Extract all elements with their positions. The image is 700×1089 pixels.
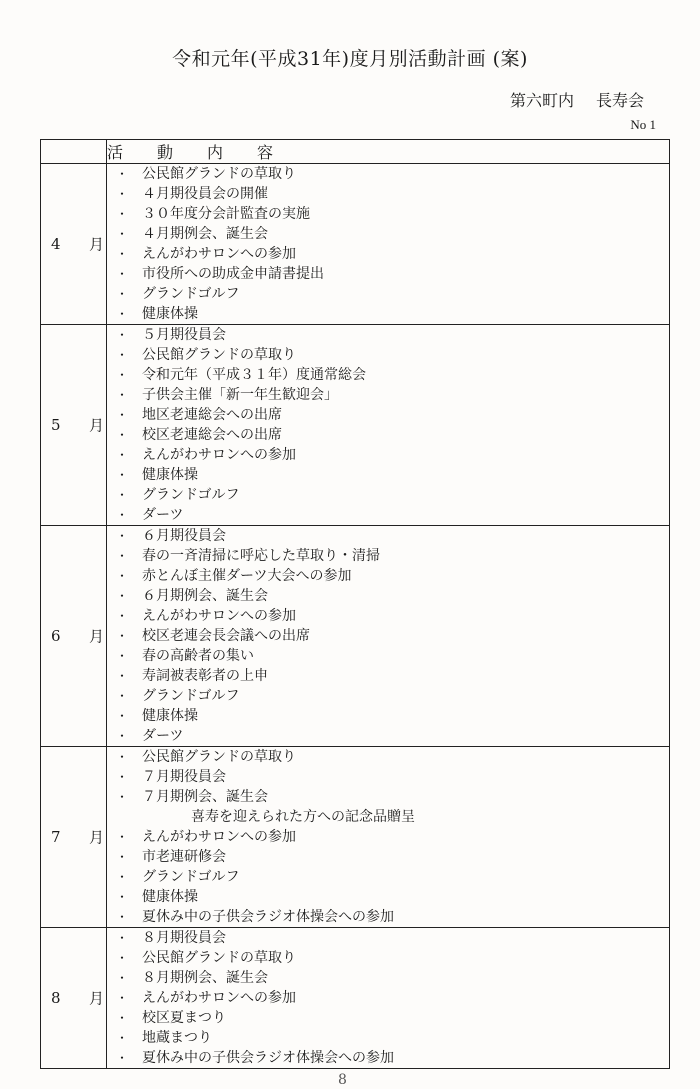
bullet-mark: ・ [116,227,129,241]
page-footer-mark: 8 [338,1072,347,1088]
header-month-cell [41,140,107,164]
activity-text: 公民館グランドの草取り [142,749,296,765]
bullet-mark: ・ [116,428,129,442]
bullet-mark: ・ [116,549,129,563]
activity-text: ８月期例会、誕生会 [142,970,268,986]
bullet-mark: ・ [116,207,129,221]
bullet-mark: ・ [116,890,129,904]
month-row [41,325,670,526]
bullet-mark: ・ [116,689,129,703]
activity-text: 校区老連会長会議への出席 [142,628,310,644]
activity-item [107,526,669,546]
activity-text: 校区夏まつり [142,1010,226,1026]
activity-text: 地区老連総会への出席 [142,407,282,423]
activity-item [107,1028,669,1048]
activity-item [107,465,669,485]
activity-plan-table [40,139,670,1069]
bullet-mark: ・ [116,790,129,804]
month-number: 5 [51,416,61,434]
activity-list-cell [107,526,670,747]
table-body [41,164,670,1069]
activity-item [107,164,669,184]
activity-item [107,224,669,244]
bullet-mark: ・ [116,368,129,382]
organization-district: 第六町内 [509,91,574,110]
activity-list [107,747,669,927]
activity-list-cell [107,164,670,325]
bullet-mark: ・ [116,1031,129,1045]
activity-item [107,726,669,746]
month-unit: 月 [88,235,104,254]
activity-text: グランドゴルフ [142,286,240,302]
activity-list [107,164,669,324]
bullet-mark: ・ [116,609,129,623]
activity-item [107,204,669,224]
bullet-mark: ・ [116,931,129,945]
header-char: 内 [207,143,224,162]
activity-item [107,586,669,606]
activity-item [107,405,669,425]
activity-list-cell [107,747,670,928]
bullet-mark: ・ [116,669,129,683]
activity-text: 公民館グランドの草取り [142,166,296,182]
bullet-mark: ・ [116,770,129,784]
bullet-mark: ・ [116,448,129,462]
activity-text: 令和元年（平成３１年）度通常総会 [142,367,366,383]
bullet-mark: ・ [116,709,129,723]
bullet-mark: ・ [116,910,129,924]
activity-text: 子供会主催「新一年生歓迎会」 [142,387,338,403]
activity-text: 地蔵まつり [142,1030,212,1046]
bullet-mark: ・ [116,850,129,864]
month-cell [41,164,107,325]
activity-text: 市老連研修会 [142,849,226,865]
bullet-mark: ・ [116,468,129,482]
activity-text: えんがわサロンへの参加 [142,608,296,624]
bullet-mark: ・ [116,529,129,543]
month-unit: 月 [88,627,104,646]
activity-item [107,385,669,405]
activity-item [107,948,669,968]
activity-item [107,425,669,445]
activity-text: 健康体操 [142,467,198,483]
month-unit: 月 [88,828,104,847]
activity-text: 赤とんぼ主催ダーツ大会への参加 [142,568,352,584]
activity-list-cell [107,325,670,526]
month-row [41,164,670,325]
activity-item [107,546,669,566]
bullet-mark: ・ [116,287,129,301]
header-char: 動 [157,143,174,162]
activity-item [107,244,669,264]
bullet-mark: ・ [116,649,129,663]
activity-text: 公民館グランドの草取り [142,950,296,966]
activity-item [107,1008,669,1028]
activity-text: 春の一斉清掃に呼応した草取り・清掃 [142,548,380,564]
bullet-mark: ・ [116,589,129,603]
activity-item [107,787,669,807]
activity-item [107,325,669,345]
activity-item [107,284,669,304]
bullet-mark: ・ [116,408,129,422]
activity-text: グランドゴルフ [142,688,240,704]
bullet-mark: ・ [116,328,129,342]
bullet-mark: ・ [116,629,129,643]
bullet-mark: ・ [116,1011,129,1025]
bullet-mark: ・ [116,870,129,884]
activity-text: ６月期例会、誕生会 [142,588,268,604]
activity-item [107,706,669,726]
activity-list-cell [107,928,670,1069]
bullet-mark: ・ [116,388,129,402]
activity-text: ６月期役員会 [142,528,226,544]
activity-text: えんがわサロンへの参加 [142,447,296,463]
activity-text: 健康体操 [142,708,198,724]
bullet-mark: ・ [116,750,129,764]
bullet-mark: ・ [116,488,129,502]
activity-item [107,606,669,626]
activity-item [107,867,669,887]
activity-text: 喜寿を迎えられた方への記念品贈呈 [191,809,415,825]
month-row [41,526,670,747]
activity-item [107,365,669,385]
activity-text: 市役所への助成金申請書提出 [142,266,324,282]
activity-text: ダーツ [142,507,184,523]
document-title: 令和元年(平成31年)度月別活動計画 (案) [172,48,528,70]
month-row [41,928,670,1069]
activity-text: 健康体操 [142,889,198,905]
month-unit: 月 [88,416,104,435]
activity-text: ３０年度分会計監査の実施 [142,206,310,222]
activity-item [107,887,669,907]
activity-text: ７月期例会、誕生会 [142,789,268,805]
activity-item [107,626,669,646]
month-number: 8 [51,989,61,1007]
activity-text: ８月期役員会 [142,930,226,946]
activity-item [107,646,669,666]
month-row [41,747,670,928]
month-number: 7 [51,828,61,846]
month-unit: 月 [88,989,104,1008]
bullet-mark: ・ [116,247,129,261]
activity-item [107,445,669,465]
activity-list [107,325,669,525]
activity-item [107,767,669,787]
bullet-mark: ・ [116,1051,129,1065]
activity-text: グランドゴルフ [142,869,240,885]
activity-item [107,968,669,988]
activity-item [107,686,669,706]
activity-text: ７月期役員会 [142,769,226,785]
month-cell [41,325,107,526]
activity-item [107,345,669,365]
activity-text: 春の高齢者の集い [142,648,254,664]
bullet-mark: ・ [116,307,129,321]
activity-text: えんがわサロンへの参加 [142,829,296,845]
bullet-mark: ・ [116,830,129,844]
bullet-mark: ・ [116,508,129,522]
month-cell [41,526,107,747]
header-char: 容 [257,143,274,162]
activity-text: 校区老連総会への出席 [142,427,282,443]
bullet-mark: ・ [116,167,129,181]
activity-item [107,847,669,867]
activity-text: えんがわサロンへの参加 [142,990,296,1006]
activity-item [107,928,669,948]
activity-item [107,566,669,586]
activity-item [107,505,669,525]
table-header-row [41,140,670,164]
bullet-mark: ・ [116,951,129,965]
activity-text: ４月期役員会の開催 [142,186,268,202]
activity-item [107,485,669,505]
activity-text: えんがわサロンへの参加 [142,246,296,262]
page-number: No 1 [630,117,656,132]
activity-item [107,1048,669,1068]
activity-item [107,666,669,686]
activity-text: 夏休み中の子供会ラジオ体操会への参加 [142,909,394,925]
month-number: 4 [51,235,61,253]
activity-text: 健康体操 [142,306,198,322]
organization [510,88,644,111]
activity-item [107,907,669,927]
activity-text: ４月期例会、誕生会 [142,226,268,242]
activity-item [107,264,669,284]
activity-text: グランドゴルフ [142,487,240,503]
bullet-mark: ・ [116,991,129,1005]
activity-list [107,928,669,1068]
month-cell [41,928,107,1069]
month-number: 6 [51,627,61,645]
header-char: 活 [107,143,124,162]
activity-item [107,184,669,204]
activity-text: 公民館グランドの草取り [142,347,296,363]
bullet-mark: ・ [116,971,129,985]
activity-item [107,304,669,324]
activity-item [107,988,669,1008]
activity-text: 寿詞被表彰者の上申 [142,668,268,684]
activity-list [107,526,669,746]
activity-item [107,827,669,847]
header-activity-content [107,140,670,164]
organization-club: 長寿会 [595,91,644,110]
month-cell [41,747,107,928]
activity-text: ダーツ [142,728,184,744]
activity-text: 夏休み中の子供会ラジオ体操会への参加 [142,1050,394,1066]
bullet-mark: ・ [116,187,129,201]
activity-item [107,747,669,767]
bullet-mark: ・ [116,348,129,362]
bullet-mark: ・ [116,729,129,743]
activity-text: ５月期役員会 [142,327,226,343]
bullet-mark: ・ [116,267,129,281]
bullet-mark: ・ [116,569,129,583]
activity-item [107,807,669,827]
